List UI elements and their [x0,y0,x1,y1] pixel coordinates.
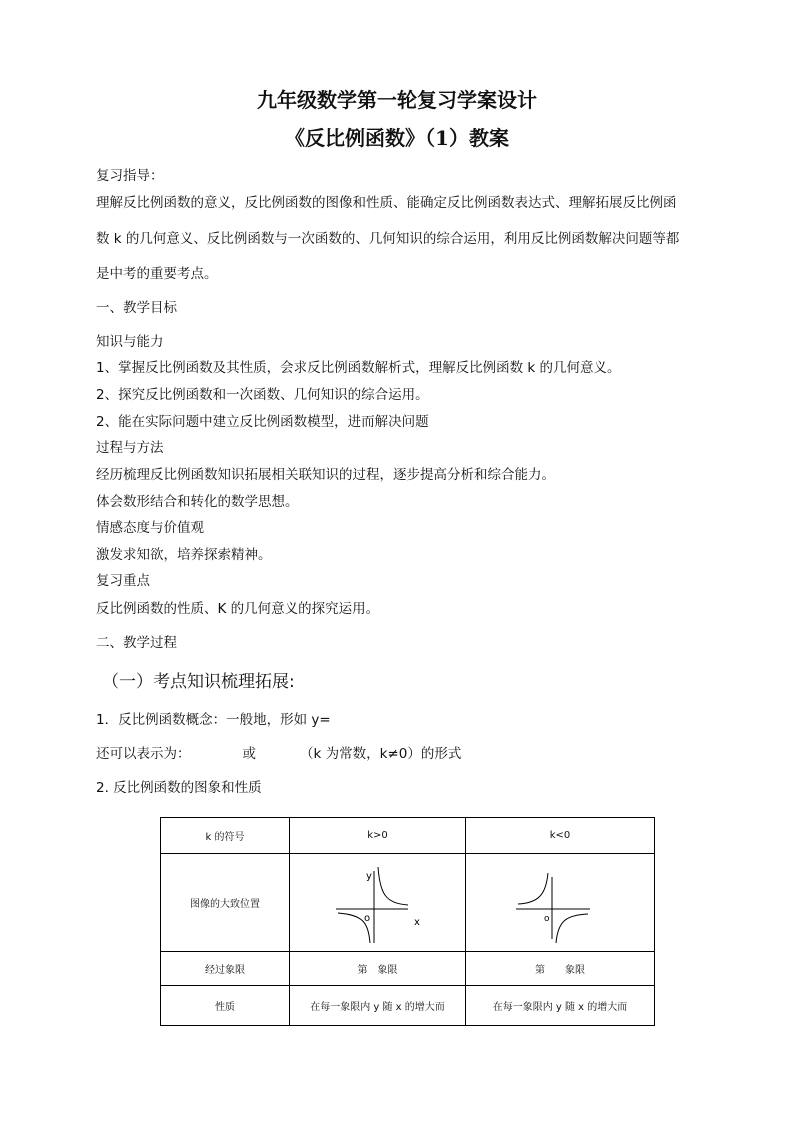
goals-heading: 一、教学目标 [96,300,177,316]
guide-line-2: 数 k 的几何意义、反比例函数与一次函数的、几何知识的综合运用，利用反比例函数解决问题等都 [96,231,680,247]
graph-k-negative-cell [466,854,655,952]
knowledge-item-1: 1、掌握反比例函数及其性质，会求反比例函数解析式，理解反比例函数 k 的几何意义。 [96,360,621,376]
graph-property-heading: 2. 反比例函数的图象和性质 [96,780,262,796]
document-title: 九年级数学第一轮复习学案设计 [257,88,537,112]
knowledge-item-3: 2、能在实际问题中建立反比例函数模型，进而解决问题 [96,414,429,430]
focus-item-1: 反比例函数的性质、K 的几何意义的探究运用。 [96,601,380,617]
hyperbola-graph-k-positive [328,859,428,947]
graph2-origin-label: o [544,913,550,924]
header-k-sign: k 的符号 [161,818,290,854]
process-item-1: 经历梳理反比例函数知识拓展相关联知识的过程，逐步提高分析和综合能力。 [96,467,555,483]
guide-line-3: 是中考的重要考点。 [96,266,218,282]
section-knowledge-review: （一）考点知识梳理拓展: [102,672,295,692]
process-item-2: 体会数形结合和转化的数学思想。 [96,494,299,510]
property-table [160,817,655,1026]
forms-or: 或 [242,746,256,762]
graph1-y-label: y [365,870,372,882]
document-subtitle: 《反比例函数》（1）教案 [285,126,509,150]
focus-heading: 复习重点 [96,573,150,589]
quadrants-k-positive: 第 象限 [290,952,466,986]
row-graph-position: 图像的大致位置 [161,854,290,952]
emotion-heading: 情感态度与价值观 [96,520,204,536]
graph-k-positive-cell [290,854,466,952]
forms-suffix: （k 为常数，k≠0）的形式 [300,746,462,762]
teaching-process-heading: 二、教学过程 [96,635,177,651]
property-k-negative: 在每一象限内 y 随 x 的增大而 [466,986,655,1026]
guide-line-1: 理解反比例函数的意义，反比例函数的图像和性质、能确定反比例函数表达式、理解拓展反比例函 [96,195,677,211]
concept-item-1-forms [96,742,461,762]
emotion-item-1: 激发求知欲，培养探索精神。 [96,547,272,563]
guide-heading: 复习指导： [96,168,164,184]
quadrants-k-negative: 第 象限 [466,952,655,986]
concept-item-1: 1．反比例函数概念：一般地，形如 y= [96,712,331,728]
header-k-positive: k>0 [290,818,466,854]
graph1-x-label: x [413,916,420,928]
row-property: 性质 [161,986,290,1026]
process-method-heading: 过程与方法 [96,440,164,456]
hyperbola-graph-k-negative [510,859,610,947]
row-quadrants: 经过象限 [161,952,290,986]
header-k-negative: k<0 [466,818,655,854]
forms-prefix: 还可以表示为： [96,746,191,762]
property-k-positive: 在每一象限内 y 随 x 的增大而 [290,986,466,1026]
graph1-origin-label: o [363,912,370,924]
knowledge-item-2: 2、探究反比例函数和一次函数、几何知识的综合运用。 [96,387,429,403]
knowledge-heading: 知识与能力 [96,334,164,350]
